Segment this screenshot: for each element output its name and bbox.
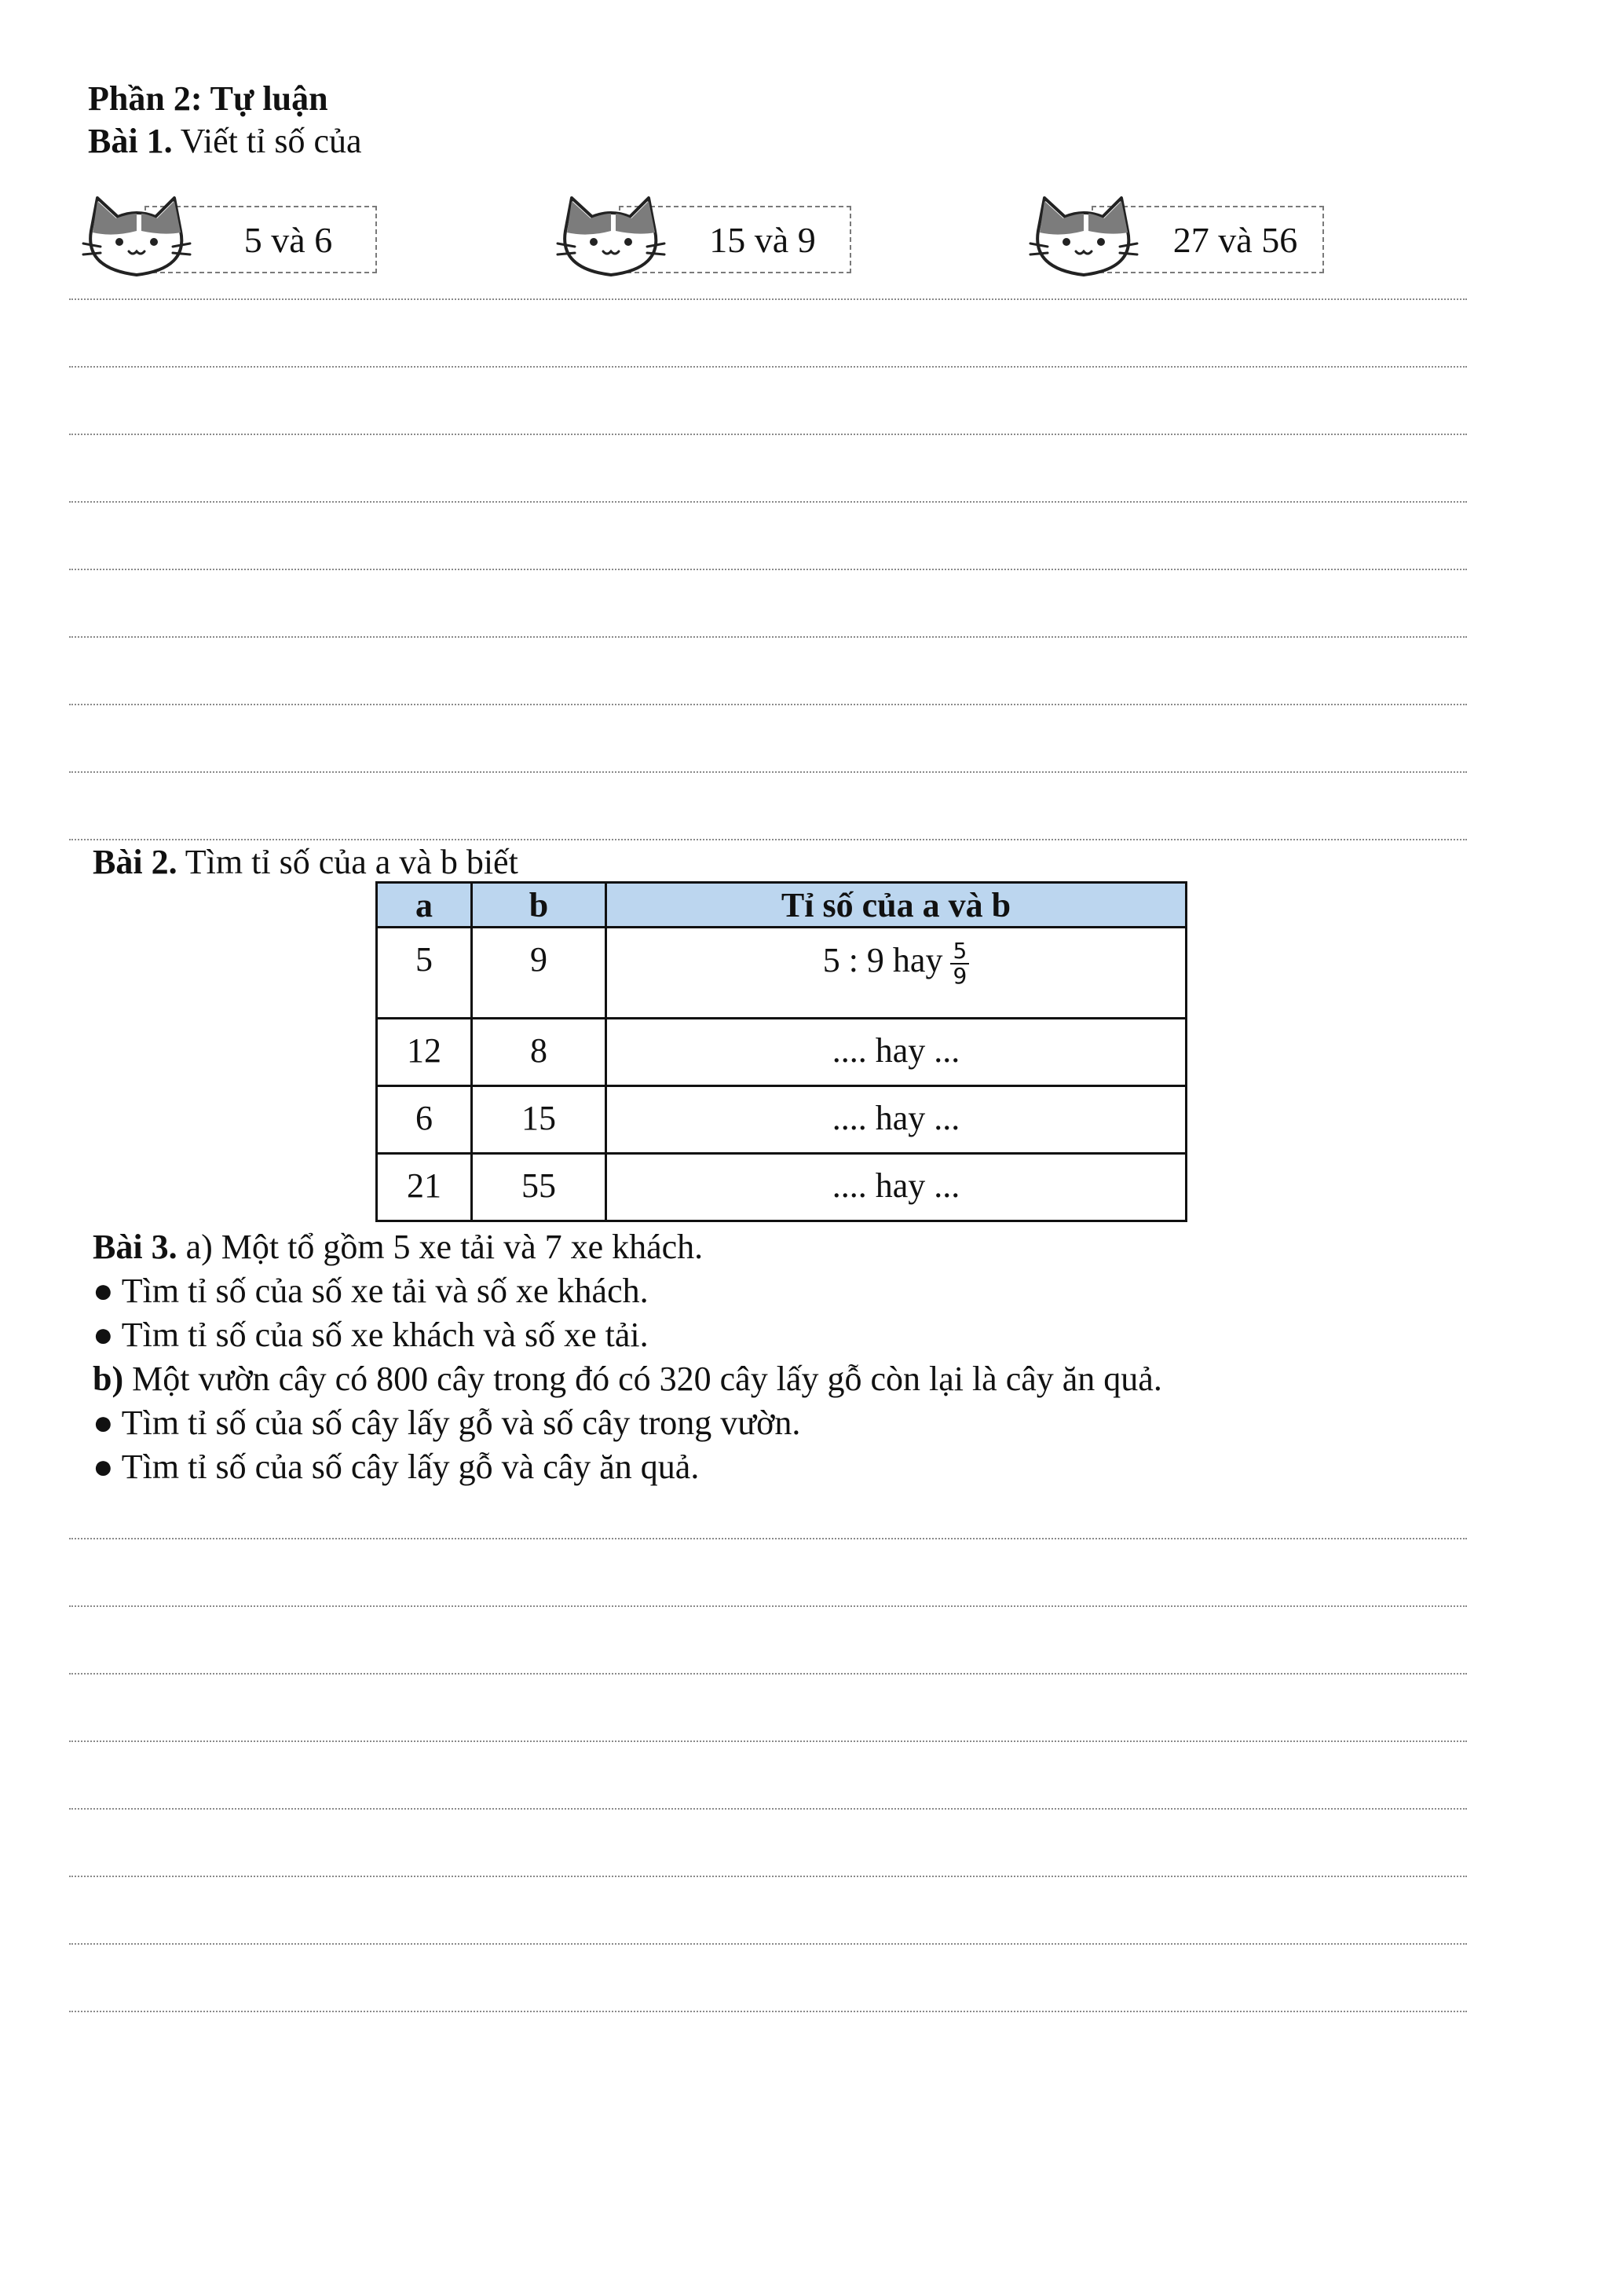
answer-line xyxy=(69,704,1467,705)
table-row xyxy=(377,1086,1187,1154)
fraction-numerator: 5 xyxy=(950,939,969,964)
table-row xyxy=(377,1154,1187,1221)
table-row xyxy=(377,1019,1187,1086)
cat-face-icon xyxy=(82,193,192,280)
answer-line xyxy=(69,569,1467,570)
ratio-card-label: 27 và 56 xyxy=(1172,220,1298,260)
bai3-b-line xyxy=(93,1359,1162,1400)
cell-b: 8 xyxy=(472,1019,606,1086)
header-ratio: Tỉ số của a và b xyxy=(606,883,1187,928)
cell-ratio: .... hay ... xyxy=(606,1086,1187,1154)
bai3-heading xyxy=(93,1227,703,1268)
bai2-label: Bài 2. xyxy=(93,843,177,881)
cat-face-icon xyxy=(1029,193,1139,280)
answer-line xyxy=(69,839,1467,840)
bai2-text: Tìm tỉ số của a và b biết xyxy=(185,843,518,881)
bai3-b-label: b) xyxy=(93,1360,124,1398)
header-b: b xyxy=(472,883,606,928)
cell-a: 6 xyxy=(377,1086,472,1154)
answer-line xyxy=(69,434,1467,435)
cell-a: 21 xyxy=(377,1154,472,1221)
cell-ratio xyxy=(606,928,1187,1019)
ratio-card-2 xyxy=(556,193,854,280)
fraction xyxy=(950,939,969,988)
header-a: a xyxy=(377,883,472,928)
cat-face-icon xyxy=(556,193,666,280)
fraction-denominator: 9 xyxy=(953,963,967,989)
bai3-a-item: ● Tìm tỉ số của số xe tải và số xe khách. xyxy=(93,1272,649,1310)
bai3-b-item: ● Tìm tỉ số của số cây lấy gỗ và cây ăn quả. xyxy=(93,1448,700,1486)
cell-a: 12 xyxy=(377,1019,472,1086)
ratio-table xyxy=(375,881,1187,1222)
bai3-b-item: ● Tìm tỉ số của số cây lấy gỗ và số cây trong vườn. xyxy=(93,1404,801,1442)
table-row xyxy=(377,928,1187,1019)
answer-line xyxy=(69,298,1467,300)
answer-line xyxy=(69,636,1467,638)
bai2-heading xyxy=(93,842,518,883)
cell-b: 9 xyxy=(472,928,606,1019)
table-header-row xyxy=(377,883,1187,928)
bai3-label: Bài 3. xyxy=(93,1228,177,1266)
ratio-card-label: 15 và 9 xyxy=(709,220,816,260)
bai1-heading xyxy=(88,121,362,162)
part-title: Phần 2: Tự luận xyxy=(88,79,328,118)
answer-line xyxy=(69,501,1467,503)
answer-line xyxy=(69,1876,1467,1877)
answer-line xyxy=(69,1673,1467,1675)
cell-ratio: .... hay ... xyxy=(606,1019,1187,1086)
bai1-text: Viết tỉ số của xyxy=(180,122,362,160)
answer-line xyxy=(69,1943,1467,1945)
answer-line xyxy=(69,1740,1467,1742)
cell-b: 55 xyxy=(472,1154,606,1221)
answer-line xyxy=(69,1808,1467,1810)
answer-line xyxy=(69,1538,1467,1539)
bai1-label: Bài 1. xyxy=(88,122,173,160)
bai3-a-text: a) Một tổ gồm 5 xe tải và 7 xe khách. xyxy=(185,1228,704,1266)
ratio-card-1 xyxy=(82,193,380,280)
ratio-text: 5 : 9 hay xyxy=(822,941,943,980)
cell-b: 15 xyxy=(472,1086,606,1154)
bai3-b-text: Một vườn cây có 800 cây trong đó có 320 cây lấy gỗ còn lại là cây ăn quả. xyxy=(132,1360,1162,1398)
answer-line xyxy=(69,771,1467,773)
answer-line xyxy=(69,366,1467,368)
bai3-a-item: ● Tìm tỉ số của số xe khách và số xe tải. xyxy=(93,1316,649,1354)
cell-ratio: .... hay ... xyxy=(606,1154,1187,1221)
answer-line xyxy=(69,1605,1467,1607)
ratio-card-label: 5 và 6 xyxy=(243,220,333,260)
ratio-card-3 xyxy=(1029,193,1327,280)
cell-a: 5 xyxy=(377,928,472,1019)
answer-line xyxy=(69,2011,1467,2012)
